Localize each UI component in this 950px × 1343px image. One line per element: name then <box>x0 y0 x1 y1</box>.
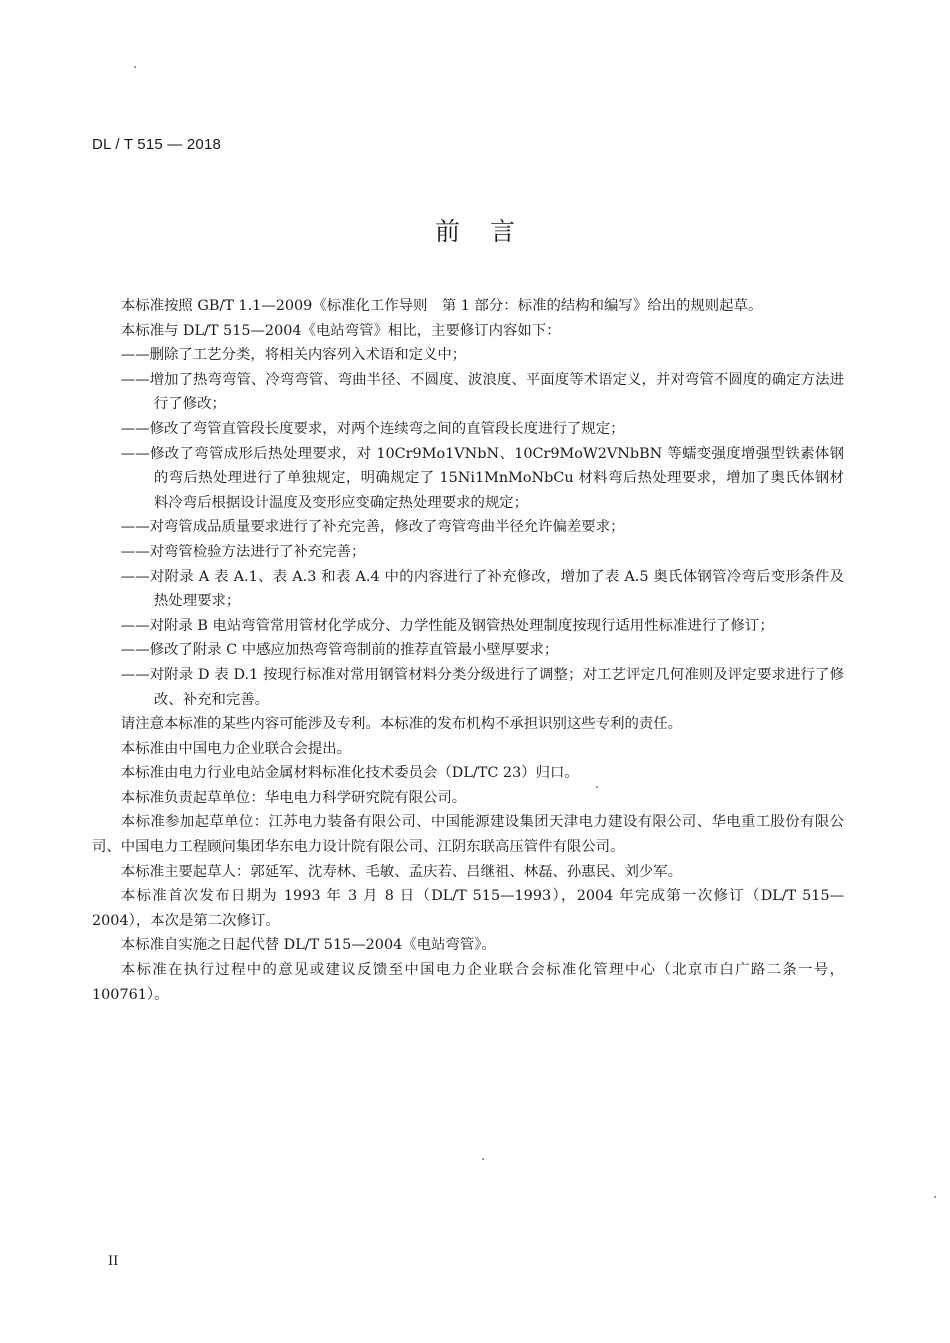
paragraph: 本标准按照 GB/T 1.1—2009《标准化工作导则 第 1 部分：标准的结构和编写》给出的规则起草。 <box>120 298 763 314</box>
list-item: ——对附录 A 表 A.1、表 A.3 和表 A.4 中的内容进行了补充修改，增加了表 A.5 奥氏体钢管冷弯后变形条件及热处理要求； <box>120 568 844 610</box>
page-number: II <box>108 1254 119 1269</box>
paragraph: 本标准首次发布日期为 1993 年 3 月 8 日（DL/T 515—1993），2004 年完成第一次修订（DL/T 515—2004），本次是第二次修订。 <box>92 888 844 929</box>
list-item: ——对附录 B 电站弯管常用管材化学成分、力学性能及钢管热处理制度按现行适用性标准进行了修订； <box>120 617 774 634</box>
foreword-body <box>92 294 844 1007</box>
paragraph: 本标准自实施之日起代替 DL/T 515—2004《电站弯管》。 <box>120 937 496 954</box>
scan-speck <box>482 1158 484 1160</box>
document-code-header: DL / T 515 — 2018 <box>92 136 222 153</box>
paragraph: 本标准在执行过程中的意见或建议反馈至中国电力企业联合会标准化管理中心（北京市白广路二条一号，100761）。 <box>92 962 844 1003</box>
paragraph: 请注意本标准的某些内容可能涉及专利。本标准的发布机构不承担识别这些专利的责任。 <box>120 716 683 733</box>
page-title: 前言 <box>434 217 545 246</box>
list-item: ——修改了弯管成形后热处理要求，对 10Cr9Mo1VNbN、10Cr9MoW2VNbBN 等蠕变强度增强型铁素体钢的弯后热处理进行了单独规定，明确规定了 15Ni1MnMoNbCu 材料弯后热处理要求，增加了奥氏体钢材料冷弯后根据设计温度及变形应变确定热处理要求的规定； <box>120 445 844 511</box>
paragraph: 本标准负责起草单位：华电电力科学研究院有限公司。 <box>120 789 467 806</box>
list-item: ——对附录 D 表 D.1 按现行标准对常用钢管材料分类分级进行了调整；对工艺评定几何准则及评定要求进行了修改、补充和完善。 <box>120 666 844 708</box>
list-item: ——修改了弯管直管段长度要求，对两个连续弯之间的直管段长度进行了规定； <box>120 420 625 437</box>
paragraph: 本标准由中国电力企业联合会提出。 <box>120 740 352 757</box>
paragraph: 本标准主要起草人：郭延军、沈寿林、毛敏、孟庆若、吕继祖、林磊、孙惠民、刘少军。 <box>120 863 683 880</box>
paragraph: 本标准参加起草单位：江苏电力装备有限公司、中国能源建设集团天津电力建设有限公司、华电重工股份有限公司、中国电力工程顾问集团华东电力设计院有限公司、江阴东联高压管件有限公司。 <box>92 814 844 856</box>
paragraph: 本标准与 DL/T 515—2004《电站弯管》相比，主要修订内容如下： <box>120 322 561 339</box>
list-item: ——对弯管成品质量要求进行了补充完善，修改了弯管弯曲半径允许偏差要求； <box>120 519 625 536</box>
paragraph: 本标准由电力行业电站金属材料标准化技术委员会（DL/TC 23）归口。 <box>120 765 579 782</box>
scan-speck <box>934 1196 936 1198</box>
list-item: ——增加了热弯弯管、冷弯弯管、弯曲半径、不圆度、波浪度、平面度等术语定义，并对弯管不圆度的确定方法进行了修改； <box>120 371 844 413</box>
list-item: ——修改了附录 C 中感应加热弯管弯制前的推荐直管最小壁厚要求； <box>120 642 559 659</box>
list-item: ——对弯管检验方法进行了补充完善； <box>120 543 366 560</box>
list-item: ——删除了工艺分类，将相关内容列入术语和定义中； <box>120 347 467 364</box>
scan-speck <box>596 786 598 788</box>
scan-speck <box>134 66 136 68</box>
